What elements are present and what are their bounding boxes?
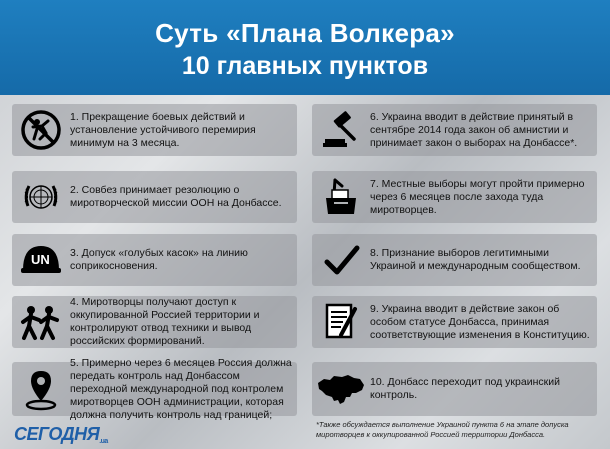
checkmark-icon: [312, 234, 370, 286]
location-pin-icon: [12, 363, 70, 415]
logo-domain: .ua: [99, 438, 108, 445]
point-text-7: 7. Местные выборы могут пройти примерно через 6 месяцев после захода туда миротворцев.: [370, 177, 585, 216]
point-card-7: [312, 171, 597, 223]
point-text-4: 4. Миротворцы получают доступ к оккупированной Россией территории и контролируют отвод техники и вывод российских формирований.: [70, 296, 260, 347]
publisher-logo: [14, 424, 108, 444]
gavel-icon: [312, 104, 370, 156]
point-card-3: [12, 234, 297, 286]
document-pen-icon: [312, 296, 370, 348]
point-card-9: [312, 296, 597, 348]
point-card-2: [12, 171, 297, 223]
un-emblem-icon: [12, 171, 70, 223]
page-subtitle: 10 главных пунктов: [181, 52, 429, 80]
footnote: *Также обсуждается выполнение Украиной пункта 6 на этапе допуска миротворцев к оккупированной Россией территории Донбасса.: [316, 420, 569, 439]
point-card-6: [312, 104, 597, 156]
ballot-box-icon: [312, 171, 370, 223]
un-helmet-icon: [12, 234, 70, 286]
svg-text:UN: UN: [31, 252, 50, 267]
logo-name: СЕГОДНЯ: [14, 424, 100, 444]
page-title: Суть «Плана Волкера»: [155, 18, 455, 48]
point-text-1: 1. Прекращение боевых действий и установление устойчивого перемирия минимум на 3 месяца.: [70, 110, 256, 149]
header-banner: [0, 0, 610, 95]
point-text-3: 3. Допуск «голубых касок» на линию соприкосновения.: [70, 247, 248, 272]
soldiers-icon: [12, 296, 70, 348]
ukraine-map-icon: [312, 363, 370, 415]
point-card-8: [312, 234, 597, 286]
point-card-5: [12, 356, 297, 421]
point-card-10: [312, 362, 597, 416]
point-card-4: [12, 296, 297, 348]
point-text-5: 5. Примерно через 6 месяцев Россия должна передать контроль над Донбассом переходной международной под контролем миротворцев ООН администрации, которая должна получить контроль над границей;: [70, 356, 292, 421]
point-text-8: 8. Признание выборов легитимными Украиной и международным сообществом.: [370, 247, 581, 272]
point-text-9: 9. Украина вводит в действие закон об особом статусе Донбасса, принимая соответствующие изменения в Конституцию.: [370, 302, 590, 341]
point-text-10: 10. Донбасс переходит под украинский контроль.: [370, 376, 560, 401]
no-fighting-icon: [12, 104, 70, 156]
point-card-1: [12, 104, 297, 156]
point-text-2: 2. Совбез принимает резолюцию о миротворческой миссии ООН на Донбассе.: [70, 184, 282, 209]
point-text-6: 6. Украина вводит в действие принятый в сентябре 2014 года закон об амнистии и принимает закон о выборах на Донбассе*.: [370, 110, 578, 149]
